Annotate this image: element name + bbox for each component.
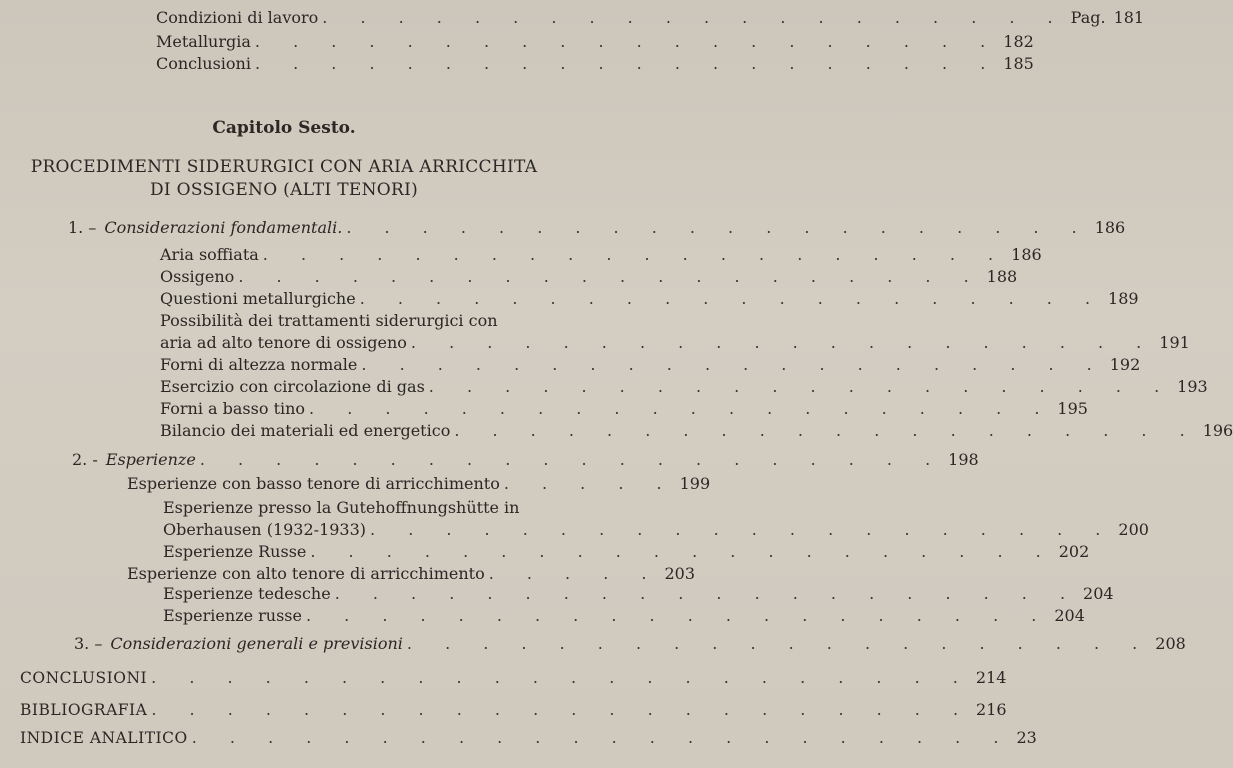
page-number: 202 (1058, 542, 1090, 561)
section-number: 1. – (68, 218, 97, 237)
page-number: 191 (1159, 333, 1190, 352)
page-number: 204 (1083, 584, 1114, 603)
toc-entry (163, 542, 1090, 562)
page-number: 203 (664, 564, 696, 583)
toc-entry (127, 564, 696, 584)
leader-dots: . . . . . (488, 564, 661, 583)
toc-entry (163, 520, 1149, 540)
chapter-heading-line1: PROCEDIMENTI SIDERURGICI CON ARIA ARRICCHITA (30, 157, 538, 177)
leader-dots: . . . . . . . . . . . . . . . . . . . . (322, 8, 1067, 27)
toc-entry (20, 728, 1037, 748)
leader-dots: . . . . . . . . . . . . . . . . . . . . (406, 634, 1152, 653)
entry-label: Condizioni di lavoro (156, 8, 319, 27)
entry-label: Questioni metallurgiche (160, 289, 356, 308)
entry-label: Forni a basso tino (160, 399, 306, 418)
entry-label: Esperienze con basso tenore di arricchimento (127, 474, 500, 493)
entry-label: aria ad alto tenore di ossigeno (160, 333, 407, 352)
entry-label: Esperienze tedesche (163, 584, 331, 603)
section-entry (72, 450, 979, 470)
entry-label: Oberhausen (1932-1933) (163, 520, 367, 539)
page-number: 186 (1011, 245, 1042, 264)
section-entry (68, 218, 1126, 238)
toc-entry (20, 700, 1007, 720)
toc-entry (163, 606, 1085, 626)
leader-dots: . . . . . . . . . . . . . . . . . . . . (199, 450, 945, 469)
page-number: 198 (948, 450, 979, 469)
entry-label: Metallurgia (156, 32, 251, 51)
toc-entry (160, 267, 1018, 287)
entry-label: Esercizio con circolazione di gas (160, 377, 425, 396)
leader-dots: . . . . . . . . . . . . . . . . . . . . (359, 289, 1105, 308)
toc-entry (160, 355, 1141, 375)
leader-dots: . . . . . . . . . . . . . . . . . . . . (370, 520, 1115, 539)
leader-dots: . . . . . . . . . . . . . . . . . . . . (361, 355, 1106, 374)
leader-dots: . . . . . . . . . . . . . . . . . . . . (334, 584, 1080, 603)
section-title: Considerazioni generali e previsioni (110, 634, 403, 653)
page-number: 186 (1094, 218, 1126, 237)
toc-entry (160, 245, 1042, 265)
leader-dots: . . . . . . . . . . . . . . . . . . . . . . (151, 668, 972, 687)
toc-entry (160, 333, 1190, 353)
entry-label: Esperienze presso la Gutehoffnungshütte in (163, 498, 520, 517)
page-number: 192 (1109, 355, 1141, 374)
entry-label: Forni di altezza normale (160, 355, 358, 374)
page-number: 23 (1016, 728, 1037, 747)
page-number: 204 (1054, 606, 1085, 625)
section-title: Esperienze (105, 450, 196, 469)
entry-label: Ossigeno (160, 267, 235, 286)
entry-label: Possibilità dei trattamenti siderurgici con (160, 311, 498, 330)
section-title: Considerazioni fondamentali. (104, 218, 343, 237)
toc-entry (160, 377, 1208, 397)
page-number: 208 (1155, 634, 1186, 653)
leader-dots: . . . . . . . . . . . . . . . . . . . . (254, 32, 1000, 51)
page-number: 199 (679, 474, 711, 493)
page-number: 182 (1003, 32, 1034, 51)
page-number: 193 (1177, 377, 1208, 396)
entry-label: CONCLUSIONI (20, 669, 148, 687)
chapter-heading-line2: DI OSSIGENO (ALTI TENORI) (149, 180, 419, 200)
chapter-title: Capitolo Sesto. (212, 118, 356, 138)
section-number: 3. – (74, 634, 103, 653)
leader-dots: . . . . . . . . . . . . . . . . . . . . . . (191, 728, 1013, 747)
entry-label: Conclusioni (156, 54, 251, 73)
page-number: 195 (1057, 399, 1088, 418)
toc-entry (163, 584, 1114, 604)
leader-dots: . . . . . (503, 474, 676, 493)
toc-entry (156, 8, 1145, 28)
leader-dots: . . . . . . . . . . . . . . . . . . . . (254, 54, 1000, 73)
pag-label: Pag. (1070, 8, 1106, 27)
entry-label: BIBLIOGRAFIA (20, 701, 148, 719)
toc-entry (127, 474, 711, 494)
entry-label: Aria soffiata (160, 245, 259, 264)
leader-dots: . . . . . . . . . . . . . . . . . . . . (428, 377, 1174, 396)
page-number: 200 (1118, 520, 1149, 539)
page-number: 196 (1202, 421, 1233, 440)
leader-dots: . . . . . . . . . . . . . . . . . . . . (310, 542, 1055, 561)
leader-dots: . . . . . . . . . . . . . . . . . . . . . . (151, 700, 973, 719)
entry-label: Esperienze con alto tenore di arricchimento (127, 564, 485, 583)
leader-dots: . . . . . . . . . . . . . . . . . . . . (309, 399, 1054, 418)
leader-dots: . . . . . . . . . . . . . . . . . . . . (346, 218, 1091, 237)
toc-entry (20, 668, 1007, 688)
leader-dots: . . . . . . . . . . . . . . . . . . . . (454, 421, 1199, 440)
toc-entry (160, 289, 1139, 309)
leader-dots: . . . . . . . . . . . . . . . . . . . . (238, 267, 983, 286)
page-number: 214 (975, 668, 1007, 687)
entry-label: Esperienze russe (163, 606, 302, 625)
toc-entry (160, 421, 1233, 441)
page-number: 181 (1113, 8, 1145, 27)
section-number: 2. - (72, 450, 98, 469)
page-number: 185 (1003, 54, 1034, 73)
entry-label: INDICE ANALITICO (20, 729, 188, 747)
page-number: 216 (976, 700, 1007, 719)
toc-entry-wrap (163, 498, 556, 518)
section-entry (74, 634, 1186, 654)
toc-entry (160, 399, 1088, 419)
entry-label: Bilancio dei materiali ed energetico (160, 421, 451, 440)
toc-entry-wrap (160, 311, 556, 331)
entry-label: Esperienze Russe (163, 542, 307, 561)
toc-entry (156, 32, 1034, 52)
leader-dots: . . . . . . . . . . . . . . . . . . . . (305, 606, 1051, 625)
toc-entry (156, 54, 1034, 74)
page-number: 188 (986, 267, 1018, 286)
leader-dots: . . . . . . . . . . . . . . . . . . . . (262, 245, 1008, 264)
page-number: 189 (1108, 289, 1139, 308)
leader-dots: . . . . . . . . . . . . . . . . . . . . (410, 333, 1156, 352)
